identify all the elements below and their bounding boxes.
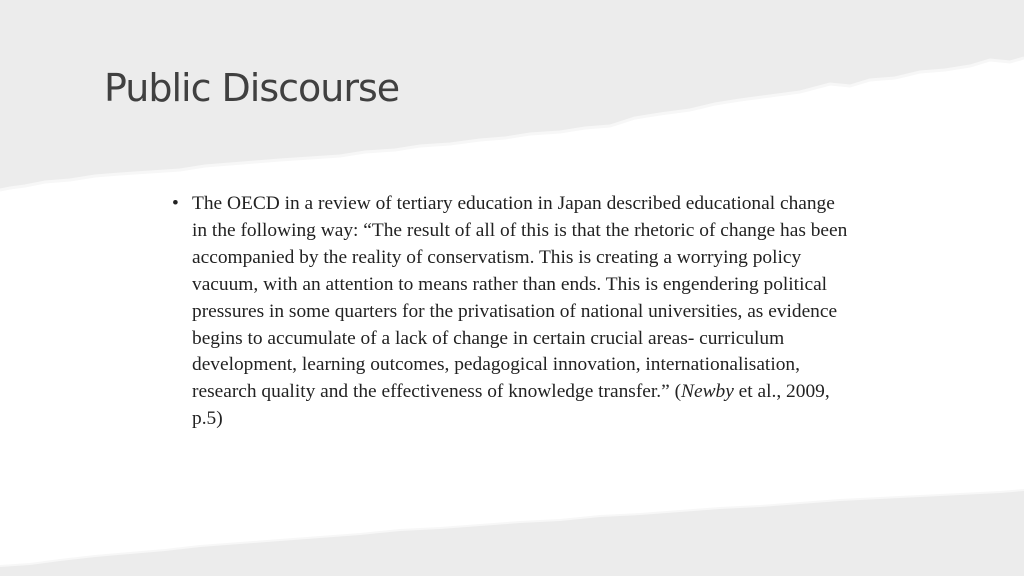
citation-author: Newby: [681, 381, 734, 403]
quote-text: The OECD in a review of tertiary education in Japan described educational change in the following way: “The result of all of this is that the rhetoric of change has been accompanied by the reality of conservatism. This is creating a worrying policy vacuum, with an attention to means rather than ends. This is engendering political pressures in some quarters for the privatisation of national universities, as evidence begins to accumulate of a lack of change in certain crucial areas- curriculum development, learning outcomes, pedagogical innovation, internationalisation, research quality and the effectiveness of knowledge transfer.” (: [192, 193, 848, 403]
slide-title: Public Discourse: [104, 66, 400, 110]
bullet-list: [172, 191, 852, 433]
bullet-marker: •: [172, 193, 179, 214]
citation-details: et al., 2009, p.5): [192, 381, 830, 430]
bullet-item: [172, 191, 852, 433]
bottom-torn-band: [0, 490, 1024, 576]
